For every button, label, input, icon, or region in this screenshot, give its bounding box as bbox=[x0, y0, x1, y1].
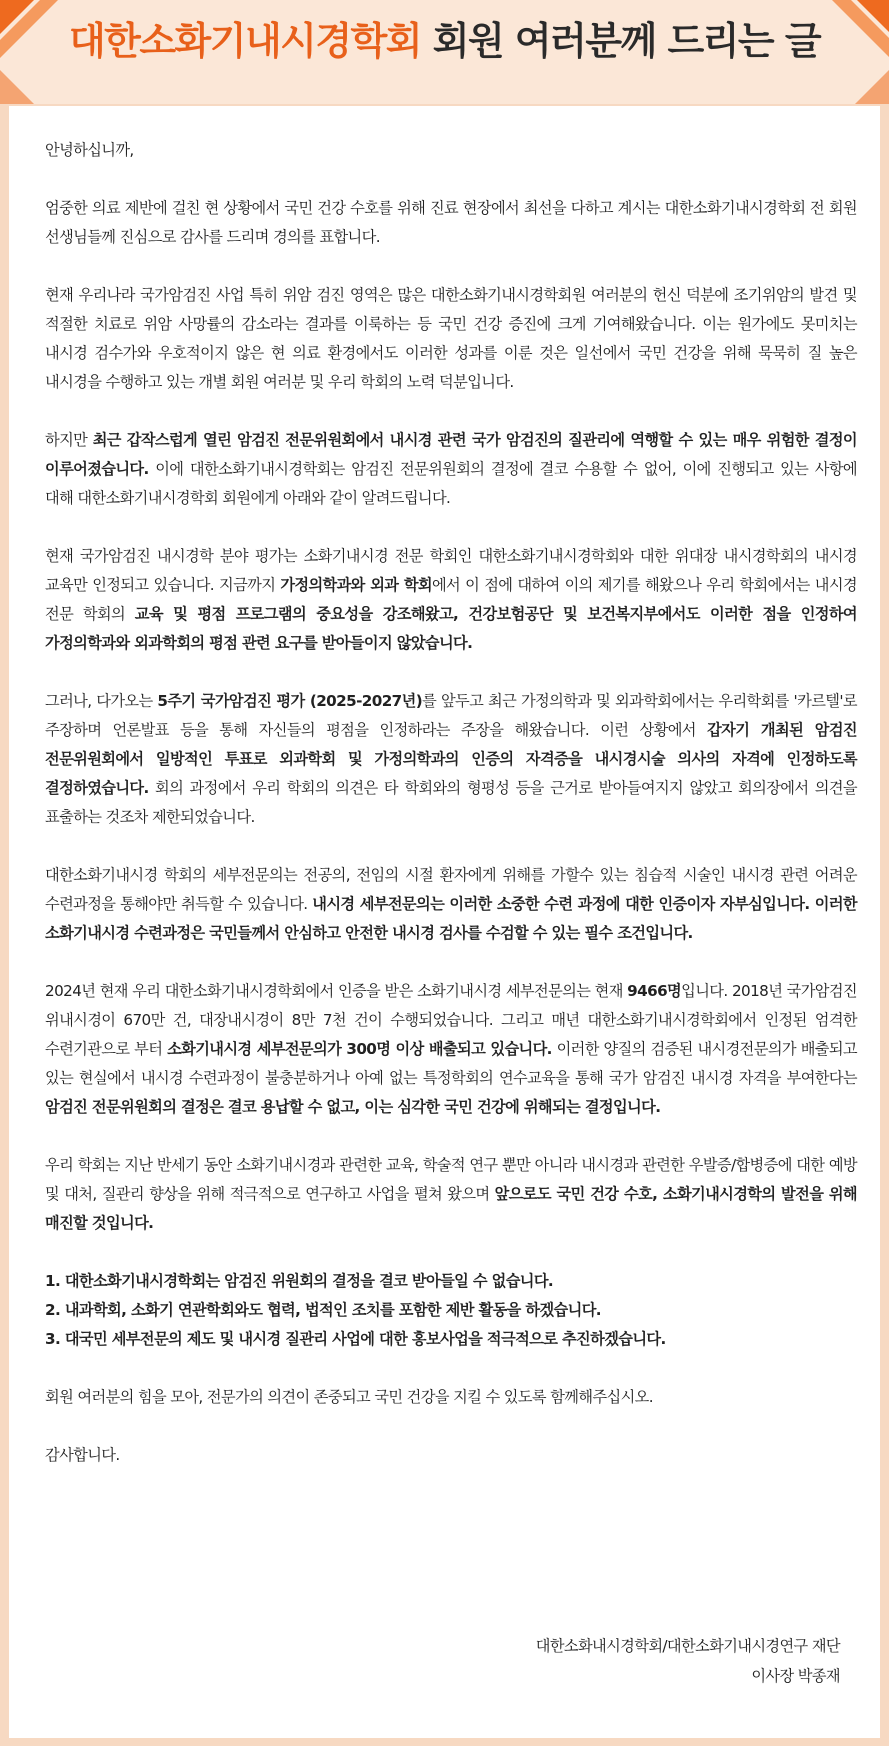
closing: 감사합니다. bbox=[45, 1446, 120, 1464]
header-banner bbox=[0, 0, 889, 104]
paragraph-7: 2024년 현재 우리 대한소화기내시경학회에서 인증을 받은 소화기내시경 세부전문의는 현재 9466명입니다. 2018년 국가암검진 위내시경이 670만 건, 대장내시경이 8만 7천 건이 수행되었습니다. 그리고 매년 대한소화기내시경학회에서 인정된 엄격한 수련기관으로 부터 소화기내시경 세부전문의가 300명 이상 배출되고 있습니다. 이러한 양질의 검증된 내시경전문의가 배출되고 있는 현실에서 내시경 수련과정이 불충분하거나 아예 없는 특정학회의 연수교육을 통해 국가 암검진 내시경 자격을 부여한다는 암검진 전문위원회의 결정은 결코 용납할 수 없고, 이는 심각한 국민 건강에 위해되는 결정입니다. bbox=[45, 982, 857, 1116]
title-org-name: 대한소화기내시경학회 bbox=[68, 19, 422, 63]
paragraph-1: 엄중한 의료 제반에 걸친 현 상황에서 국민 건강 수호를 위해 진료 현장에서 최선을 다하고 계시는 대한소화기내시경학회 전 회원 선생님들께 진심으로 감사를 드리며 경의를 표합니다. bbox=[45, 199, 857, 246]
letter-paper bbox=[9, 106, 880, 1738]
paragraph-4: 현재 국가암검진 내시경학 분야 평가는 소화기내시경 전문 학회인 대한소화기내시경학회와 대한 위대장 내시경학회의 내시경 교육만 인정되고 있습니다. 지금까지 가정의학과와 외과 학회에서 이 점에 대하여 이의 제기를 해왔으나 우리 학회에서는 내시경 전문 학회의 교육 및 평점 프로그램의 중요성을 강조해왔고, 건강보험공단 및 보건복지부에서도 이러한 점을 인정하여 가정의학과와 외과학회의 평점 관련 요구를 받아들이지 않았습니다. bbox=[45, 547, 857, 652]
resolution-list bbox=[45, 1267, 857, 1354]
signature-org: 대한소화내시경학회/대한소화기내시경연구 재단 bbox=[535, 1637, 840, 1655]
paragraph-5: 그러나, 다가오는 5주기 국가암검진 평가 (2025-2027년)를 앞두고 최근 가정의학과 및 외과학회에서는 우리학회를 '카르텔'로 주장하며 언론발표 등을 통해 자신들의 평점을 인정하라는 주장을 해왔습니다. 이런 상황에서 갑자기 개최된 암검진 전문위원회에서 일방적인 투표로 외과학회 및 가정의학과의 인증의 자격증을 내시경시술 의사의 자격에 인정하도록 결정하였습니다. 회의 과정에서 우리 학회의 의견은 타 학회와의 형평성 등을 근거로 받아들여지지 않았고 회의장에서 의견을 표출하는 것조차 제한되었습니다. bbox=[45, 692, 858, 826]
greeting: 안녕하십니까, bbox=[45, 141, 134, 159]
list-item: 3. 대국민 세부전문의 제도 및 내시경 질관리 사업에 대한 홍보사업을 적극적으로 추진하겠습니다. bbox=[45, 1330, 666, 1348]
paragraph-3: 하지만 최근 갑작스럽게 열린 암검진 전문위원회에서 내시경 관련 국가 암검진의 질관리에 역행할 수 있는 매우 위험한 결정이 이루어졌습니다. 이에 대한소화기내시경학회는 암검진 전문위원회의 결정에 결코 수용할 수 없어, 이에 진행되고 있는 사항에 대해 대한소화기내시경학회 회원에게 아래와 같이 알려드립니다. bbox=[45, 431, 857, 507]
list-item: 1. 대한소화기내시경학회는 암검진 위원회의 결정을 결코 받아들일 수 없습니다. bbox=[45, 1272, 554, 1290]
signature-name: 이사장 박종재 bbox=[751, 1667, 840, 1685]
paragraph-2: 현재 우리나라 국가암검진 사업 특히 위암 검진 영역은 많은 대한소화기내시경학회원 여러분의 헌신 덕분에 조기위암의 발견 및 적절한 치료로 위암 사망률의 감소라는 결과를 이룩하는 등 국민 건강 증진에 크게 기여해왔습니다. 이는 원가에도 못미치는 내시경 검수가와 우호적이지 않은 현 의료 환경에서도 이러한 성과를 이룬 것은 일선에서 국민 건강을 위해 묵묵히 질 높은 내시경을 수행하고 있는 개별 회원 여러분 및 우리 학회의 노력 덕분입니다. bbox=[45, 286, 857, 391]
paragraph-8: 우리 학회는 지난 반세기 동안 소화기내시경과 관련한 교육, 학술적 연구 뿐만 아니라 내시경과 관련한 우발증/합병증에 대한 예방 및 대처, 질관리 향상을 위해 적극적으로 연구하고 사업을 펼쳐 왔으며 앞으로도 국민 건강 수호, 소화기내시경학의 발전을 위해 매진할 것입니다. bbox=[45, 1156, 858, 1232]
title-text: 회원 여러분께 드리는 글 bbox=[432, 19, 821, 63]
paragraph-9: 회원 여러분의 힘을 모아, 전문가의 의견이 존중되고 국민 건강을 지킬 수 있도록 함께해주십시오. bbox=[45, 1388, 653, 1406]
page-title bbox=[0, 10, 889, 65]
letter-body bbox=[45, 136, 857, 1499]
signature-block bbox=[536, 1631, 840, 1691]
paragraph-6: 대한소화기내시경 학회의 세부전문의는 전공의, 전임의 시절 환자에게 위해를 가할수 있는 침습적 시술인 내시경 관련 어려운 수련과정을 통해야만 취득할 수 있습니다. 내시경 세부전문의는 이러한 소중한 수련 과정에 대한 인증이자 자부심입니다. 이러한 소화기내시경 수련과정은 국민들께서 안심하고 안전한 내시경 검사를 수검할 수 있는 필수 조건입니다. bbox=[45, 866, 857, 942]
list-item: 2. 내과학회, 소화기 연관학회와도 협력, 법적인 조치를 포함한 제반 활동을 하겠습니다. bbox=[45, 1301, 601, 1319]
